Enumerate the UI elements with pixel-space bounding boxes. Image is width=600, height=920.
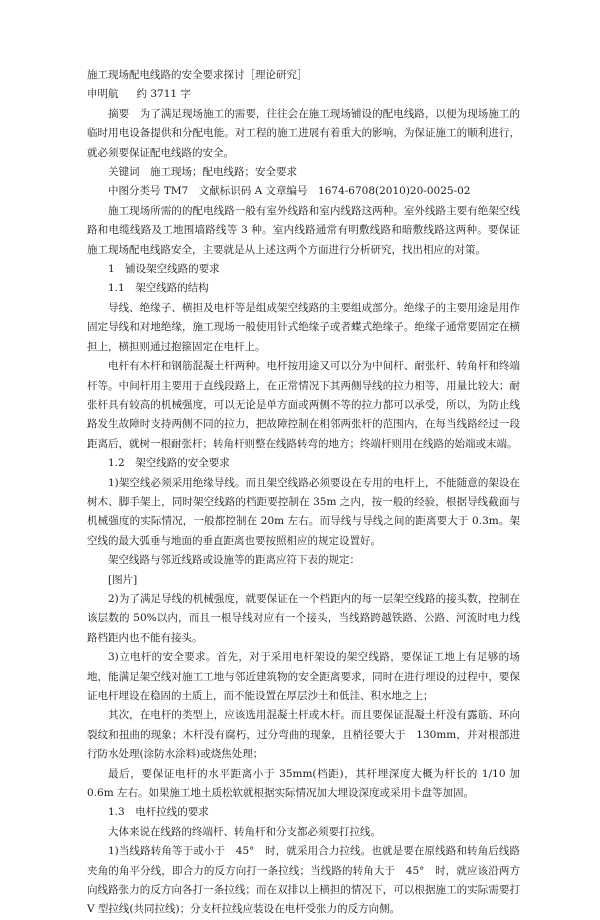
author-name: 申明航 bbox=[87, 88, 119, 101]
article-title: 施工现场配电线路的安全要求探讨［理论研究］ bbox=[87, 69, 308, 81]
paragraph: 1)架空线必须采用绝缘导线。而且架空线路必须要设在专用的电杆上，不能随意的架设在树木、脚手架上，同时架空线路的档距要控制在 35m 之内，按一般的经验，根据导线截面与机械强度的实际情况，一般都控制在 20m 左右。而导线与导线之间的距离要大于 0.3m。架空线的最大弧垂与地面的垂直距离也要按照相应的规定设置好。 bbox=[87, 476, 520, 547]
abstract: 摘要 为了满足现场施工的需要，往往会在施工现场铺设的配电线路，以便为现场施工的临时用电设备提供和分配电能。对工程的施工进展有着重大的影响，为保证施工的顺利进行，就必须要保证配电线路的安全。 bbox=[87, 107, 520, 159]
section-1-heading: 1 铺设架空线路的要求 bbox=[108, 263, 220, 276]
paragraph: 最后，要保证电杆的水平距离小于 35mm(档距)，其杆埋深度大概为杆长的 1/10 加 0.6m 左右。如果施工地土质松软就根据实际情况加大埋设深度或采用卡盘等加固。 bbox=[87, 767, 520, 800]
section-1-1-heading: 1.1 架空线路的结构 bbox=[108, 282, 209, 295]
image-placeholder: [图片] bbox=[108, 573, 138, 586]
paragraph: 2)为了满足导线的机械强度，就要保证在一个档距内的每一层架空线路的接头数，控制在该层数的 50%以内，而且一根导线对应有一个接头，当线路跨越铁路、公路、河流时电力线路档距内也不能有接头。 bbox=[87, 592, 520, 644]
paragraph: 导线、绝缘子、横担及电杆等是组成架空线路的主要组成部分。绝缘子的主要用途是用作固定导线和对地绝缘，施工现场一般使用针式绝缘子或者蝶式绝缘子。绝缘子通常要固定在横担上，横担则通过抱箍固定在电杆上。 bbox=[87, 301, 520, 353]
keywords: 关键词 施工现场；配电线路；安全要求 bbox=[108, 166, 297, 179]
section-1-2-heading: 1.2 架空线路的安全要求 bbox=[108, 457, 230, 470]
paragraph: 大体来说在线路的终端杆、转角杆和分支都必须要打拉线。 bbox=[108, 825, 381, 838]
word-count: 约 3711 字 bbox=[136, 88, 191, 101]
intro-paragraph: 施工现场所需的的配电线路一般有室外线路和室内线路这两种。室外线路主要有绝架空线路和电缆线路及工地围墙路线等 3 种。室内线路通常有明敷线路和暗敷线路这两种。要保证施工现场配电线路安全，主要就是从上述这两个方面进行分析研究，找出相应的对策。 bbox=[87, 204, 520, 256]
paragraph: 3)立电杆的安全要求。首先，对于采用电杆架设的架空线路，要保证工地上有足够的场地，能满足架空线对施工工地与邻近建筑物的安全距离要求，同时在进行埋设的过程中，要保证电杆埋设在稳固的土质上，而不能设置在厚层沙土和低洼、积水地之上； bbox=[87, 651, 520, 702]
author-line bbox=[87, 85, 520, 104]
section-1-3-heading: 1.3 电杆拉线的要求 bbox=[108, 806, 209, 819]
paragraph: 架空线路与邻近线路或设施等的距离应符下表的规定： bbox=[108, 554, 360, 567]
paragraph: 电杆有木杆和钢筋混凝土杆两种。电杆按用途又可以分为中间杆、耐张杆、转角杆和终端杆等。中间杆用主要用于直线段路上，在正常情况下其两侧导线的拉力相等，用量比较大；耐张杆具有较高的机械强度，可以无论是单方面或两侧不等的拉力都可以承受，所以，为防止线路发生故障时支持两侧不同的拉力，把故障控制在相邻两张杆的范围内，在每当线路经过一段距离后，就树一根耐张杆；转角杆则整在线路转弯的地方；终端杆则用在线路的始端或末端。 bbox=[87, 360, 520, 450]
classification-line: 中图分类号 TM7 文献标识码 A 文章编号 1674-6708(2010)20-0025-02 bbox=[108, 185, 471, 198]
paragraph: 其次，在电杆的类型上，应该选用混凝土杆或木杆。而且要保证混凝土杆没有露筋、环向裂纹和扭曲的现象；木杆没有腐朽，过分弯曲的现象，且梢径要大于 130mm，并对根部进行防水处理(涂防水涂料)或烧焦处理； bbox=[87, 709, 520, 761]
paragraph: 1)当线路转角等于或小于 45° 时，就采用合力拉线。也就是要在原线路和转角后线路夹角的角平分线，即合力的反方向打一条拉线；当线路的转角大于 45° 时，就应该沿两方向线路张力的反方向各打一条拉线；而在双排以上横担的情况下，可以根据施工的实际需要打 V 型拉线(共同拉线)；分支杆拉线应装设在电杆受张力的反方向侧。 bbox=[87, 845, 520, 916]
